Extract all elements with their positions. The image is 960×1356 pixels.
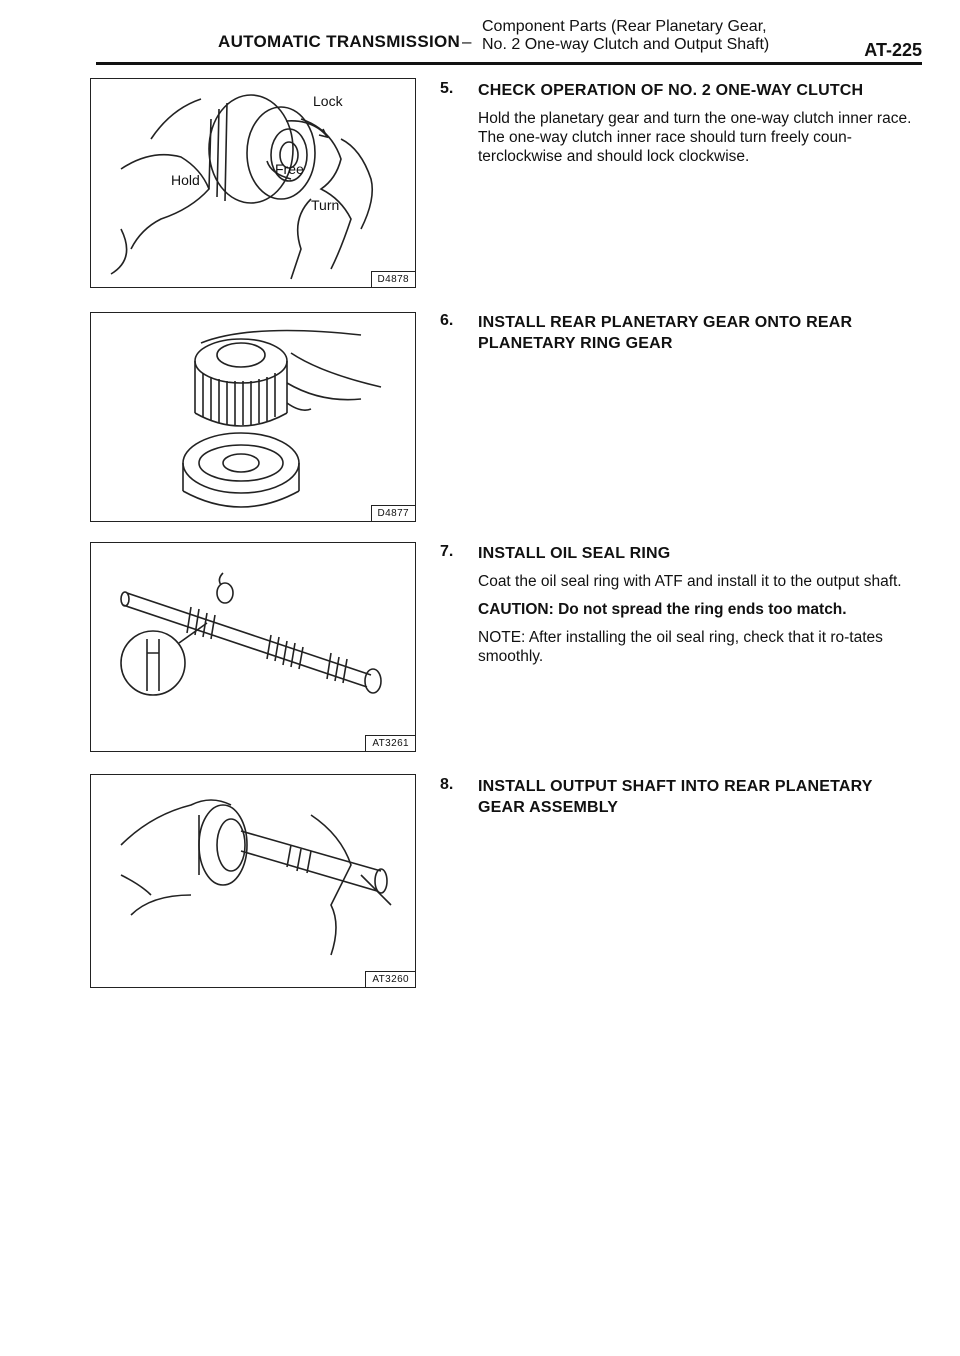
- figure-code: AT3260: [365, 971, 415, 987]
- step-number: 7.: [440, 543, 454, 560]
- step-title: INSTALL REAR PLANETARY GEAR ONTO REAR PLANETARY RING GEAR: [478, 314, 853, 352]
- caution-label: CAUTION:: [478, 601, 554, 618]
- step-title: INSTALL OUTPUT SHAFT INTO REAR PLANETARY GEAR ASSEMBLY: [478, 778, 873, 816]
- figure-code: D4878: [371, 271, 415, 287]
- figure-code: D4877: [371, 505, 415, 521]
- caution-text: Do not spread the ring ends too match.: [558, 601, 847, 618]
- label-lock: Lock: [313, 93, 343, 109]
- output-shaft-illustration: [91, 775, 415, 987]
- label-free: Free: [275, 161, 304, 177]
- step-6: [440, 312, 922, 354]
- planetary-install-illustration: [91, 313, 415, 521]
- step-title: INSTALL OIL SEAL RING: [478, 545, 671, 562]
- step-number: 6.: [440, 312, 454, 329]
- header-rule: [96, 62, 922, 65]
- step-body: [478, 572, 922, 666]
- section-title: AUTOMATIC TRANSMISSION: [218, 32, 461, 51]
- figure-output-shaft-install: [90, 774, 416, 988]
- note-text: After installing the oil seal ring, check that it ro-tates smoothly.: [478, 629, 883, 665]
- component-title: [482, 18, 769, 54]
- step-number: 8.: [440, 776, 454, 793]
- step-5: [440, 80, 922, 175]
- step-number: 5.: [440, 80, 454, 97]
- caution: [478, 600, 922, 619]
- label-hold: Hold: [171, 172, 200, 188]
- figure-planetary-install: [90, 312, 416, 522]
- step-instruction: Hold the planetary gear and turn the one-way clutch inner race. The one-way clutch inner race should turn freely coun-terclockwise and should lock clockwise.: [478, 110, 912, 165]
- step-7: [440, 543, 922, 675]
- note-label: NOTE:: [478, 629, 526, 646]
- note: [478, 628, 922, 666]
- step-title: CHECK OPERATION OF NO. 2 ONE-WAY CLUTCH: [478, 82, 864, 99]
- figure-clutch-check: [90, 78, 416, 288]
- step-8: [440, 776, 922, 818]
- step-instruction: Coat the oil seal ring with ATF and install it to the output shaft.: [478, 573, 902, 590]
- figure-code: AT3261: [365, 735, 415, 751]
- component-title-line2: No. 2 One-way Clutch and Output Shaft): [482, 36, 770, 53]
- label-turn: Turn: [311, 197, 340, 213]
- component-title-line1: Component Parts (Rear Planetary Gear,: [482, 18, 767, 35]
- header-dash: –: [462, 32, 472, 51]
- figure-oil-seal-ring: [90, 542, 416, 752]
- page-number: AT-225: [864, 40, 922, 60]
- page-header: [96, 18, 922, 62]
- oil-seal-ring-illustration: [91, 543, 415, 751]
- step-body: [478, 109, 922, 166]
- clutch-check-illustration: [91, 79, 415, 287]
